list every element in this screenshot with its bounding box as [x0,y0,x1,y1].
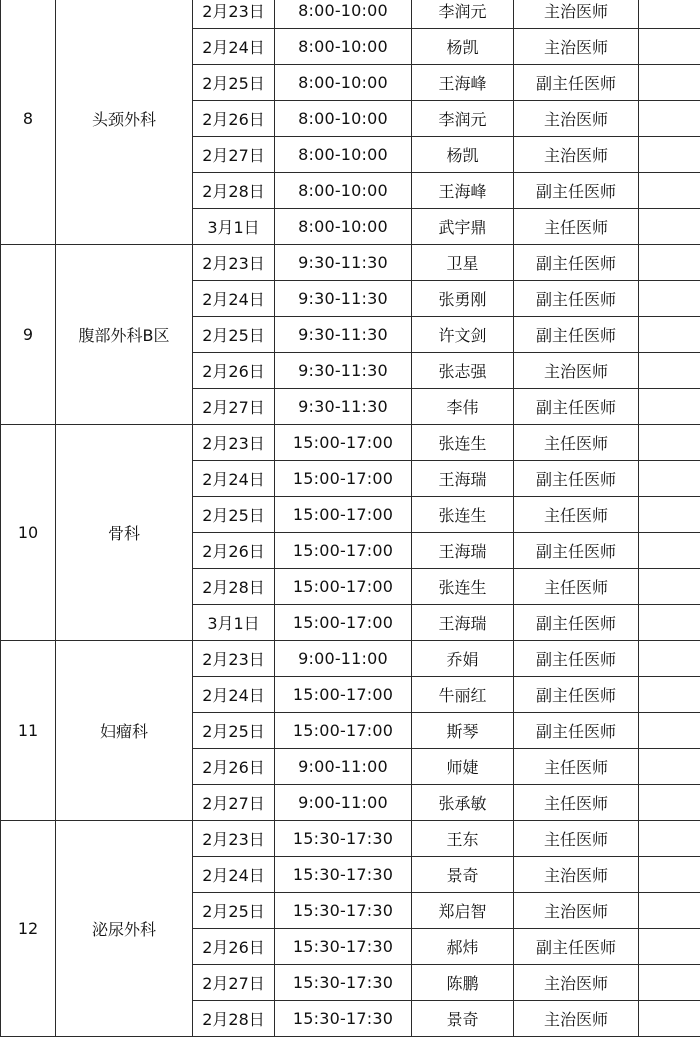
time-cell: 15:30-17:30 [275,857,412,893]
time-cell: 8:00-10:00 [275,0,412,29]
time-cell: 15:30-17:30 [275,965,412,1001]
title-cell: 副主任医师 [514,389,639,425]
title-cell: 副主任医师 [514,533,639,569]
empty-cell [639,569,700,605]
time-cell: 8:00-10:00 [275,173,412,209]
date-cell: 2月27日 [193,389,275,425]
empty-cell [639,353,700,389]
date-cell: 2月28日 [193,569,275,605]
doctor-cell: 牛丽红 [412,677,514,713]
group-number-cell: 12 [1,821,56,1037]
department-cell: 腹部外科B区 [56,245,193,425]
title-cell: 副主任医师 [514,929,639,965]
title-cell: 副主任医师 [514,173,639,209]
time-cell: 8:00-10:00 [275,209,412,245]
time-cell: 15:30-17:30 [275,821,412,857]
date-cell: 3月1日 [193,209,275,245]
empty-cell [639,65,700,101]
empty-cell [639,29,700,65]
time-cell: 9:00-11:00 [275,641,412,677]
date-cell: 2月25日 [193,65,275,101]
table-row [1,821,700,857]
time-cell: 8:00-10:00 [275,65,412,101]
date-cell: 2月24日 [193,677,275,713]
time-cell: 15:00-17:00 [275,461,412,497]
doctor-cell: 许文剑 [412,317,514,353]
group-number-cell: 11 [1,641,56,821]
doctor-cell: 杨凯 [412,29,514,65]
empty-cell [639,173,700,209]
empty-cell [639,641,700,677]
time-cell: 15:30-17:30 [275,929,412,965]
empty-cell [639,389,700,425]
table-row [1,0,700,29]
doctor-cell: 张连生 [412,497,514,533]
time-cell: 15:00-17:00 [275,713,412,749]
time-cell: 8:00-10:00 [275,29,412,65]
date-cell: 2月23日 [193,641,275,677]
title-cell: 副主任医师 [514,317,639,353]
date-cell: 2月28日 [193,1001,275,1037]
empty-cell [639,245,700,281]
title-cell: 副主任医师 [514,245,639,281]
title-cell: 主任医师 [514,749,639,785]
time-cell: 9:30-11:30 [275,281,412,317]
doctor-cell: 乔娟 [412,641,514,677]
time-cell: 15:00-17:00 [275,497,412,533]
title-cell: 主治医师 [514,0,639,29]
doctor-cell: 斯琴 [412,713,514,749]
doctor-cell: 张志强 [412,353,514,389]
empty-cell [639,0,700,29]
doctor-cell: 李润元 [412,0,514,29]
title-cell: 主治医师 [514,893,639,929]
date-cell: 2月25日 [193,713,275,749]
date-cell: 2月27日 [193,785,275,821]
schedule-body [1,0,700,1037]
group-number-cell: 10 [1,425,56,641]
time-cell: 15:00-17:00 [275,605,412,641]
date-cell: 2月24日 [193,281,275,317]
title-cell: 主治医师 [514,857,639,893]
title-cell: 主治医师 [514,965,639,1001]
date-cell: 2月26日 [193,749,275,785]
time-cell: 8:00-10:00 [275,137,412,173]
empty-cell [639,533,700,569]
doctor-cell: 陈鹏 [412,965,514,1001]
doctor-cell: 王海峰 [412,173,514,209]
empty-cell [639,281,700,317]
date-cell: 2月25日 [193,893,275,929]
title-cell: 主治医师 [514,101,639,137]
date-cell: 2月23日 [193,821,275,857]
title-cell: 主治医师 [514,137,639,173]
empty-cell [639,425,700,461]
time-cell: 9:30-11:30 [275,389,412,425]
empty-cell [639,497,700,533]
doctor-cell: 武宇鼎 [412,209,514,245]
empty-cell [639,785,700,821]
doctor-cell: 张连生 [412,569,514,605]
title-cell: 主治医师 [514,1001,639,1037]
title-cell: 副主任医师 [514,281,639,317]
table-row [1,425,700,461]
date-cell: 2月24日 [193,29,275,65]
date-cell: 2月27日 [193,137,275,173]
department-cell: 泌尿外科 [56,821,193,1037]
date-cell: 2月24日 [193,857,275,893]
time-cell: 9:00-11:00 [275,785,412,821]
empty-cell [639,461,700,497]
doctor-cell: 卫星 [412,245,514,281]
table-row [1,245,700,281]
date-cell: 2月23日 [193,0,275,29]
table-row [1,641,700,677]
doctor-cell: 李伟 [412,389,514,425]
title-cell: 副主任医师 [514,677,639,713]
doctor-cell: 张连生 [412,425,514,461]
group-number-cell: 8 [1,0,56,245]
department-cell: 骨科 [56,425,193,641]
title-cell: 副主任医师 [514,641,639,677]
date-cell: 2月23日 [193,245,275,281]
doctor-cell: 景奇 [412,1001,514,1037]
doctor-cell: 王海峰 [412,65,514,101]
title-cell: 副主任医师 [514,65,639,101]
date-cell: 2月28日 [193,173,275,209]
title-cell: 主任医师 [514,821,639,857]
doctor-cell: 张承敏 [412,785,514,821]
doctor-cell: 景奇 [412,857,514,893]
empty-cell [639,929,700,965]
date-cell: 2月26日 [193,353,275,389]
doctor-cell: 王海瑞 [412,533,514,569]
date-cell: 2月23日 [193,425,275,461]
title-cell: 主任医师 [514,785,639,821]
doctor-cell: 郑启智 [412,893,514,929]
doctor-cell: 杨凯 [412,137,514,173]
title-cell: 副主任医师 [514,605,639,641]
group-number-cell: 9 [1,245,56,425]
department-cell: 妇瘤科 [56,641,193,821]
time-cell: 9:30-11:30 [275,317,412,353]
time-cell: 15:30-17:30 [275,893,412,929]
title-cell: 副主任医师 [514,461,639,497]
title-cell: 主任医师 [514,497,639,533]
empty-cell [639,605,700,641]
date-cell: 2月25日 [193,317,275,353]
time-cell: 15:30-17:30 [275,1001,412,1037]
time-cell: 9:00-11:00 [275,749,412,785]
empty-cell [639,749,700,785]
time-cell: 8:00-10:00 [275,101,412,137]
doctor-cell: 郝炜 [412,929,514,965]
title-cell: 主治医师 [514,29,639,65]
date-cell: 2月26日 [193,533,275,569]
date-cell: 2月25日 [193,497,275,533]
date-cell: 2月26日 [193,929,275,965]
doctor-cell: 王海瑞 [412,605,514,641]
empty-cell [639,821,700,857]
time-cell: 15:00-17:00 [275,533,412,569]
date-cell: 2月24日 [193,461,275,497]
department-cell: 头颈外科 [56,0,193,245]
doctor-cell: 王海瑞 [412,461,514,497]
title-cell: 主任医师 [514,209,639,245]
empty-cell [639,137,700,173]
empty-cell [639,101,700,137]
doctor-cell: 王东 [412,821,514,857]
empty-cell [639,893,700,929]
time-cell: 15:00-17:00 [275,569,412,605]
empty-cell [639,713,700,749]
title-cell: 主任医师 [514,425,639,461]
time-cell: 15:00-17:00 [275,425,412,461]
time-cell: 9:30-11:30 [275,245,412,281]
doctor-cell: 师婕 [412,749,514,785]
empty-cell [639,677,700,713]
date-cell: 2月26日 [193,101,275,137]
empty-cell [639,1001,700,1037]
date-cell: 2月27日 [193,965,275,1001]
title-cell: 主任医师 [514,569,639,605]
empty-cell [639,317,700,353]
doctor-cell: 张勇刚 [412,281,514,317]
empty-cell [639,209,700,245]
date-cell: 3月1日 [193,605,275,641]
doctor-cell: 李润元 [412,101,514,137]
empty-cell [639,965,700,1001]
title-cell: 主治医师 [514,353,639,389]
time-cell: 9:30-11:30 [275,353,412,389]
empty-cell [639,857,700,893]
title-cell: 副主任医师 [514,713,639,749]
time-cell: 15:00-17:00 [275,677,412,713]
